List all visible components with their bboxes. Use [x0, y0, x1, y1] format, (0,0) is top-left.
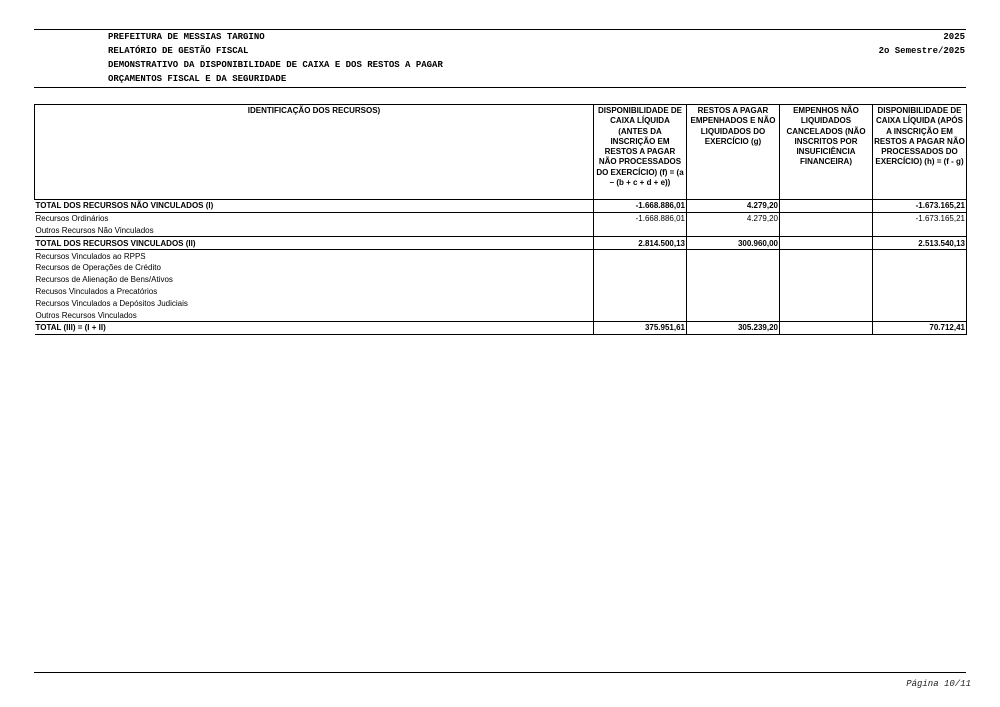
cell-g: 4.279,20 — [687, 200, 780, 213]
cell-h: 2.513.540,13 — [873, 237, 967, 250]
cell-h: -1.673.165,21 — [873, 212, 967, 224]
cell-g: 300.960,00 — [687, 237, 780, 250]
cell-g — [687, 297, 780, 309]
col-header-restos-a-pagar: RESTOS A PAGAR EMPENHADOS E NÃO LIQUIDADOS DO EXERCÍCIO (g) — [687, 105, 780, 200]
cell-h — [873, 262, 967, 274]
cell-g — [687, 309, 780, 321]
cell-h — [873, 274, 967, 286]
cell-h — [873, 309, 967, 321]
cell-cancelled — [780, 250, 873, 262]
table-row — [35, 286, 967, 298]
table-row — [35, 250, 967, 262]
table-row — [35, 200, 967, 213]
cell-h — [873, 286, 967, 298]
entity-name: PREFEITURA DE MESSIAS TARGINO — [108, 32, 265, 42]
col-header-empenhos-cancelados: EMPENHOS NÃO LIQUIDADOS CANCELADOS (NÃO INSCRITOS POR INSUFICIÊNCIA FINANCEIRA) — [780, 105, 873, 200]
cell-g — [687, 274, 780, 286]
footer-rule — [34, 672, 966, 673]
table-row — [35, 237, 967, 250]
table-header-row — [35, 105, 967, 200]
cell-g — [687, 262, 780, 274]
col-header-cash-before: DISPONIBILIDADE DE CAIXA LÍQUIDA (ANTES DA INSCRIÇÃO EM RESTOS A PAGAR NÃO PROCESSADOS DO EXERCÍCIO) (f) = (a – (b + c + d + e)) — [594, 105, 687, 200]
cell-g: 4.279,20 — [687, 212, 780, 224]
cell-f — [594, 262, 687, 274]
report-year: 2025 — [943, 32, 965, 42]
table-row — [35, 297, 967, 309]
cell-cancelled — [780, 309, 873, 321]
row-label: Recursos Vinculados ao RPPS — [35, 251, 146, 261]
cell-f: -1.668.886,01 — [594, 200, 687, 213]
header-top-rule — [34, 29, 966, 30]
cell-cancelled — [780, 274, 873, 286]
cell-h — [873, 225, 967, 237]
cell-h — [873, 250, 967, 262]
cell-f: -1.668.886,01 — [594, 212, 687, 224]
row-label: TOTAL (III) = (I + II) — [35, 321, 594, 334]
cell-f — [594, 297, 687, 309]
table-row-total — [35, 321, 967, 334]
cell-cancelled — [780, 225, 873, 237]
cell-h — [873, 297, 967, 309]
table-row — [35, 212, 967, 224]
page-number: Página 10/11 — [906, 679, 971, 689]
cell-g — [687, 225, 780, 237]
row-label: Recursos de Operações de Crédito — [35, 263, 161, 273]
cell-cancelled — [780, 297, 873, 309]
row-label: Recursos Vinculados a Depósitos Judiciais — [35, 298, 188, 308]
cell-cancelled — [780, 286, 873, 298]
report-title: RELATÓRIO DE GESTÃO FISCAL — [108, 46, 249, 56]
row-label: Recursos Ordinários — [35, 214, 109, 224]
row-label: TOTAL DOS RECURSOS VINCULADOS (II) — [35, 237, 594, 250]
cell-f — [594, 274, 687, 286]
header-bottom-rule — [34, 87, 966, 88]
cell-cancelled — [780, 237, 873, 250]
cell-g: 305.239,20 — [687, 321, 780, 334]
cash-availability-table — [34, 104, 967, 335]
budget-scope: ORÇAMENTOS FISCAL E DA SEGURIDADE — [108, 74, 287, 84]
cell-cancelled — [780, 262, 873, 274]
cell-f: 375.951,61 — [594, 321, 687, 334]
cell-cancelled — [780, 321, 873, 334]
cell-cancelled — [780, 200, 873, 213]
col-header-cash-after: DISPONIBILIDADE DE CAIXA LÍQUIDA (APÓS A INSCRIÇÃO EM RESTOS A PAGAR NÃO PROCESSADOS DO EXERCÍCIO) (h) = (f - g) — [873, 105, 967, 200]
cell-h: -1.673.165,21 — [873, 200, 967, 213]
cell-h: 70.712,41 — [873, 321, 967, 334]
cell-g — [687, 250, 780, 262]
row-label: Recusos Vinculados a Precatórios — [35, 286, 158, 296]
table-row — [35, 225, 967, 237]
cell-g — [687, 286, 780, 298]
report-period: 2o Semestre/2025 — [878, 46, 965, 56]
table-row — [35, 309, 967, 321]
table-row — [35, 274, 967, 286]
row-label: TOTAL DOS RECURSOS NÃO VINCULADOS (I) — [35, 200, 594, 213]
row-label: Recursos de Alienação de Bens/Ativos — [35, 275, 173, 285]
cell-f — [594, 309, 687, 321]
table-row — [35, 262, 967, 274]
cell-f — [594, 286, 687, 298]
cell-f — [594, 225, 687, 237]
statement-title: DEMONSTRATIVO DA DISPONIBILIDADE DE CAIXA E DOS RESTOS A PAGAR — [108, 60, 443, 70]
row-label: Outros Recursos Não Vinculados — [35, 225, 154, 235]
row-label: Outros Recursos Vinculados — [35, 310, 137, 320]
col-header-identification: IDENTIFICAÇÃO DOS RECURSOS) — [35, 105, 594, 200]
cell-cancelled — [780, 212, 873, 224]
cell-f: 2.814.500,13 — [594, 237, 687, 250]
cell-f — [594, 250, 687, 262]
